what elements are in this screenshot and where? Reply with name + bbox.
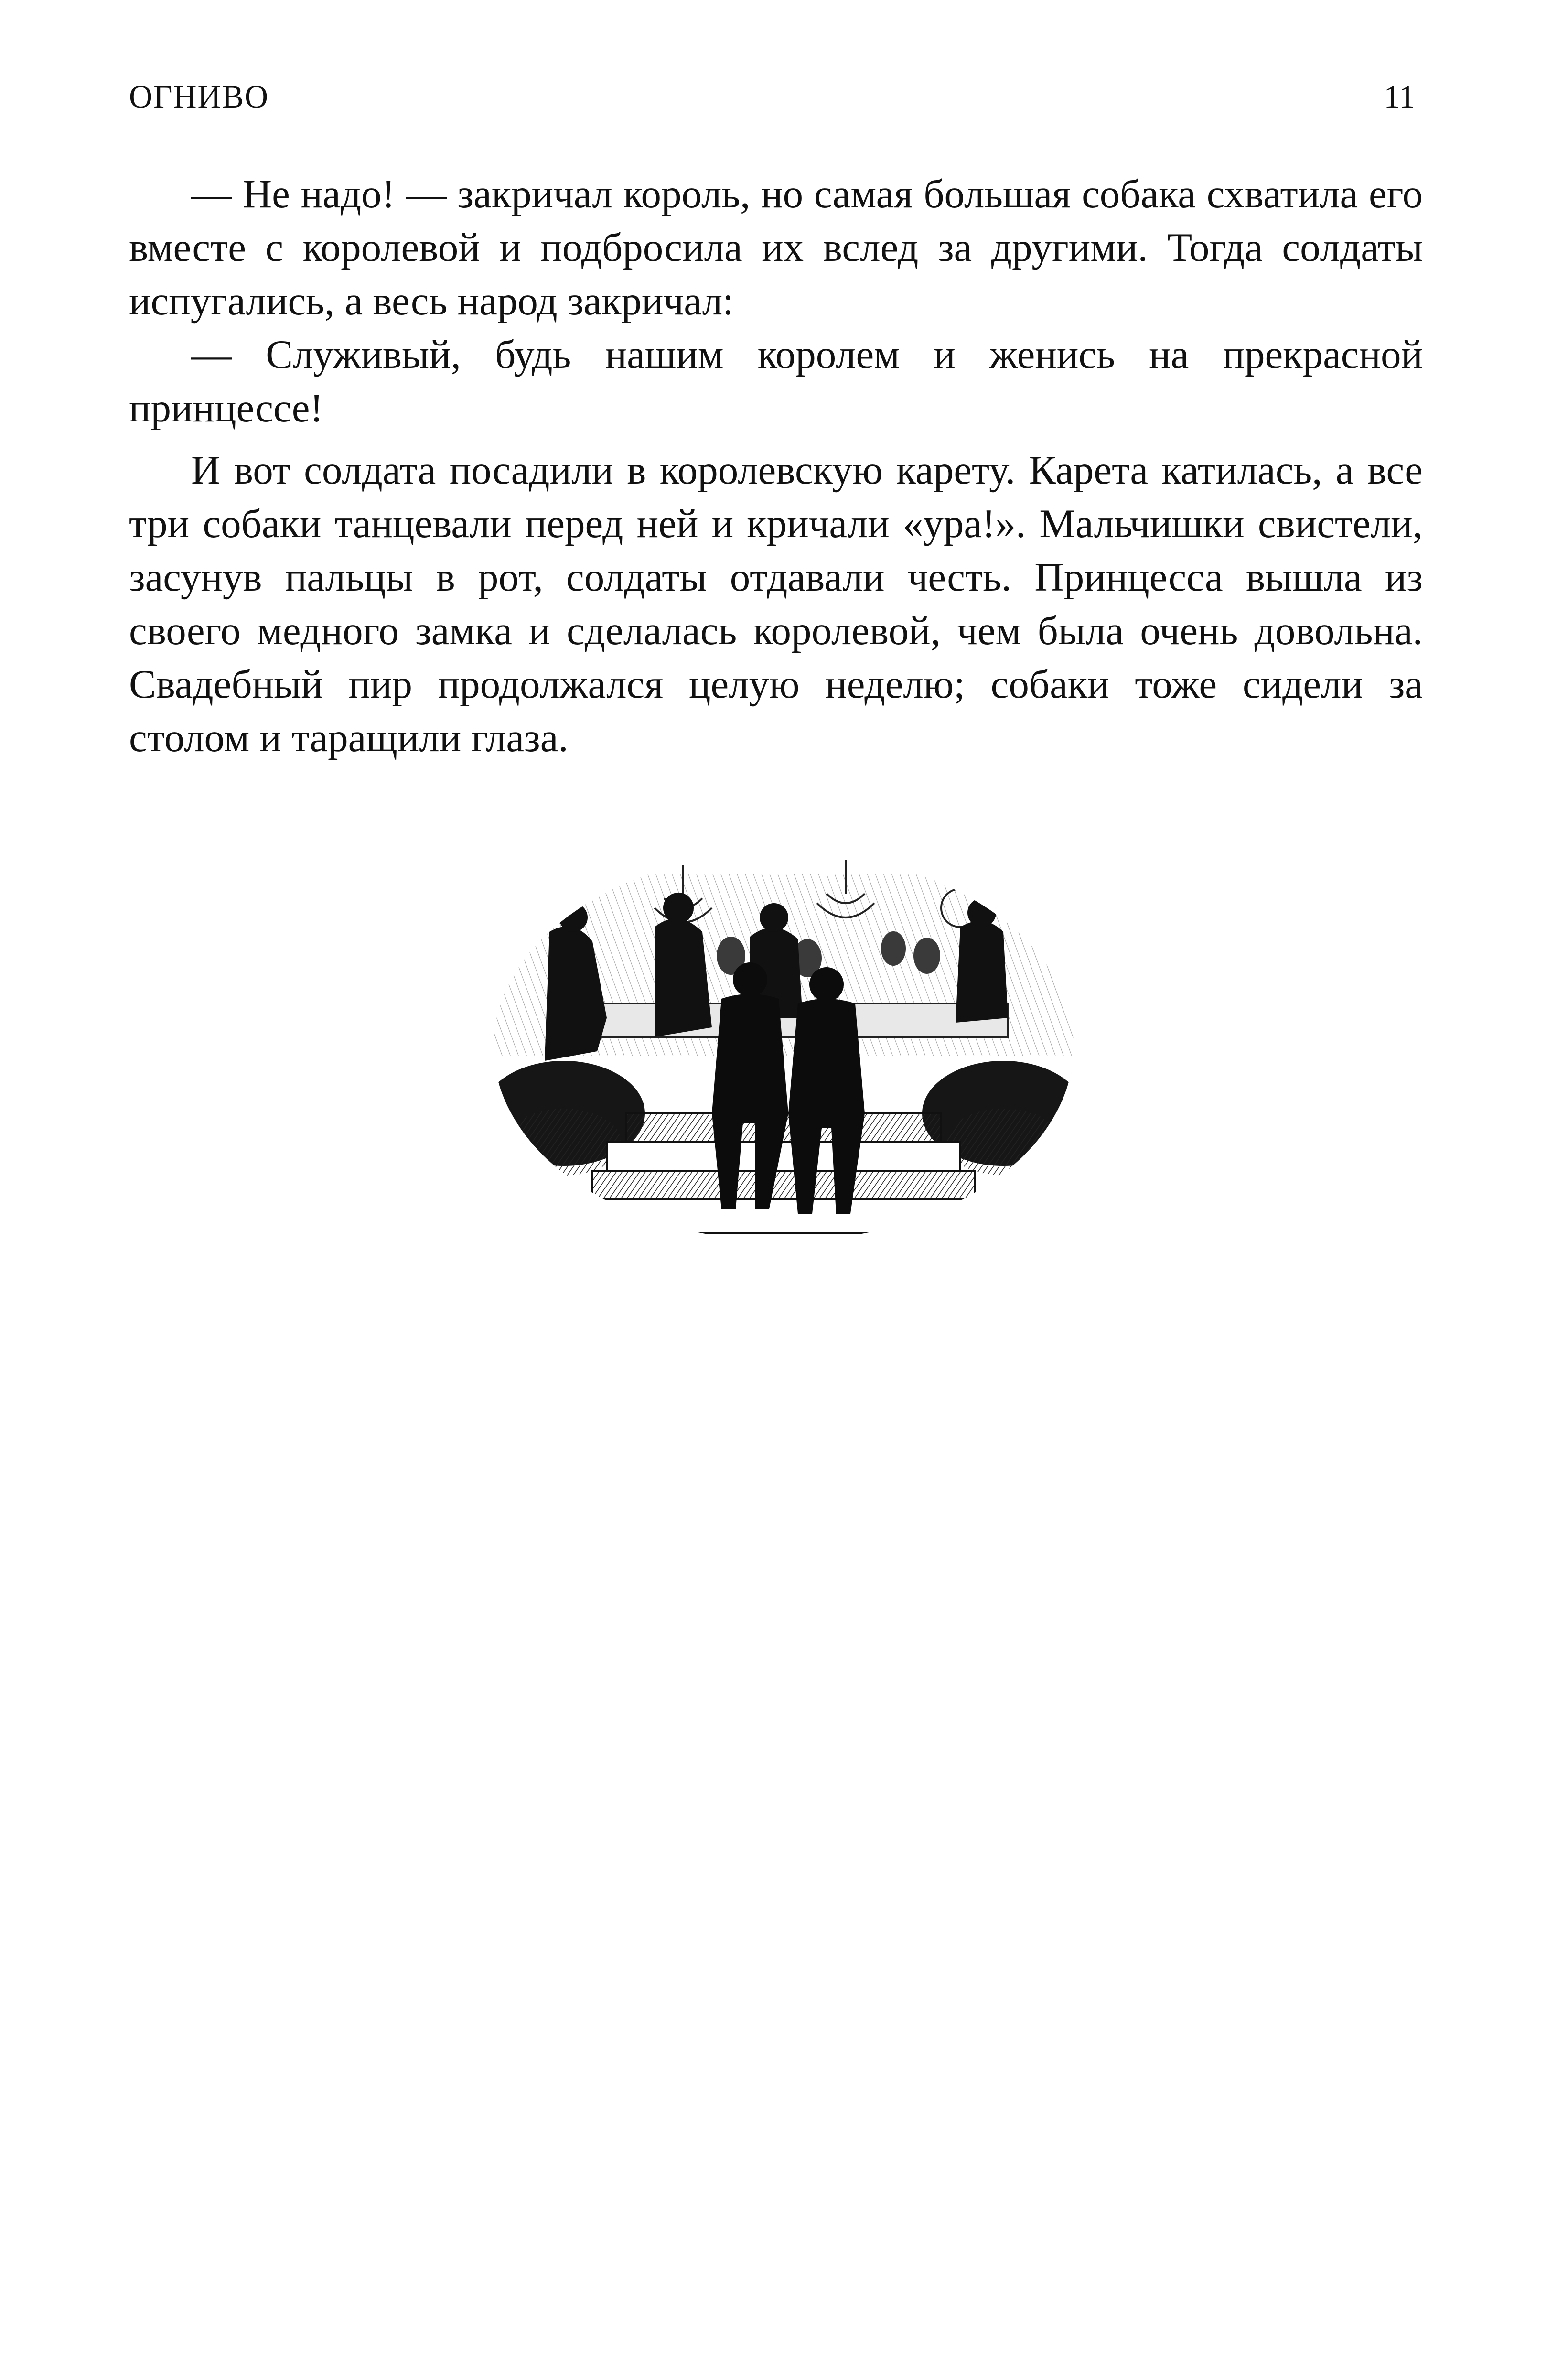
wedding-feast-illustration-icon <box>483 846 1085 1257</box>
page-number: 11 <box>1384 78 1415 115</box>
paragraph: — Служивый, будь нашим королем и женись на прекрасной принцессе! <box>129 332 1423 431</box>
running-title: ОГНИВО <box>129 78 269 115</box>
paragraph: — Не надо! — закричал король, но самая большая собака схватила его вместе с королевой и подбросила их вслед за другими. Тогда солдаты испугались, а весь народ закричал: <box>129 172 1423 324</box>
body-text <box>129 167 1423 765</box>
paragraph: И вот солдата посадили в королевскую карету. Карета катилась, а все три собаки танцевали перед ней и кричали «ура!». Мальчишки свистели, засунув пальцы в рот, солдаты отдавали честь. Принцесса вышла из своего медного замка и сделалась королевой, чем была очень довольна. Свадебный пир продолжался целую неделю; собаки тоже сидели за столом и таращили глаза. <box>129 448 1423 760</box>
